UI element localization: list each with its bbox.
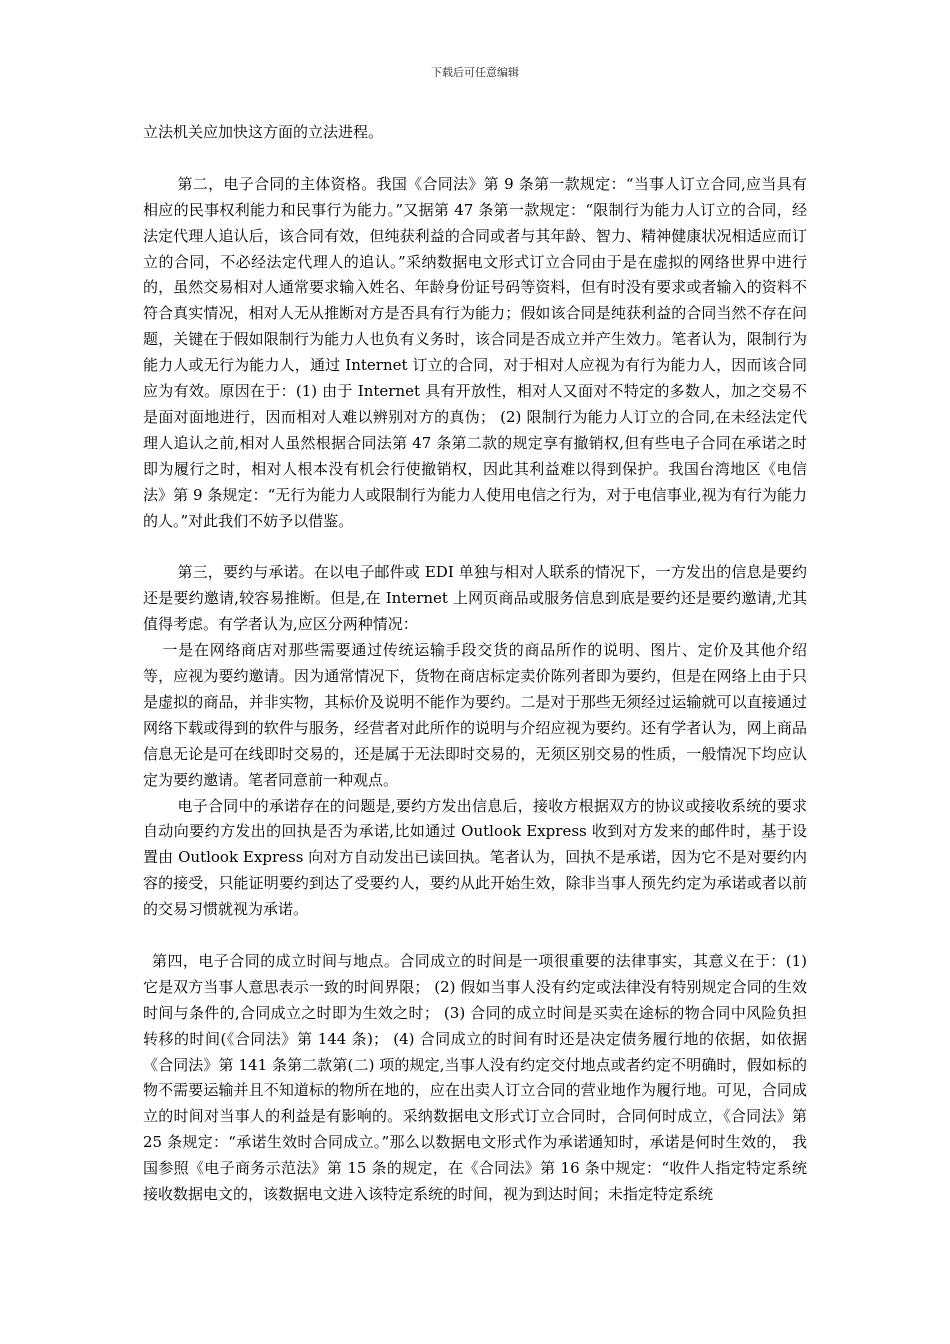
paragraph-subject-qualification: 第二，电子合同的主体资格。我国《合同法》第 9 条第一款规定：“当事人订立合同,应当具有相应的民事权利能力和民事行为能力。”又据第 47 条第一款规定：“限制行为能力人订立的合同，经法定代理人追认后，该合同有效，但纯获利益的合同或者与其年龄、智力、精神健康状况相适应而订立的合同，不必经法定代理人的追认。”采纳数据电文形式订立合同由于是在虚拟的网络世界中进行的，虽然交易相对人通常要求输入姓名、年龄身份证号码等资料，但有时没有要求或者输入的资料不符合真实情况，相对人无从推断对方是否具有行为能力；假如该合同是纯获利益的合同当然不存在问题，关键在于假如限制行为能力人也负有义务时，该合同是否成立并产生效力。笔者认为，限制行为能力人或无行为能力人，通过 Internet 订立的合同，对于相对人应视为有行为能力人，因而该合同应为有效。原因在于：(1) 由于 Internet 具有开放性，相对人又面对不特定的多数人，加之交易不是面对面地进行，因而相对人难以辨别对方的真伪； (2) 限制行为能力人订立的合同,在未经法定代理人追认之前,相对人虽然根据合同法第 47 条第二款的规定享有撤销权,但有些电子合同在承诺之时即为履行之时，相对人根本没有机会行使撤销权，因此其利益难以得到保护。我国台湾地区《电信法》第 9 条规定：“无行为能力人或限制行为能力人使用电信之行为，对于电信事业,视为有行为能力的人。”对此我们不妨予以借鉴。 — [143, 174, 807, 530]
paragraph-offer-situations: 一是在网络商店对那些需要通过传统运输手段交货的商品所作的说明、图片、定价及其他介绍等，应视为要约邀请。因为通常情况下，货物在商店标定卖价陈列者即为要约，但是在网络上由于只是虚拟的商品，并非实物，其标价及说明不能作为要约。二是对于那些无须经过运输就可以直接通过网络下载或得到的软件与服务，经营者对此所作的说明与介绍应视为要约。还有学者认为，网上商品信息无论是可在线即时交易的，还是属于无法即时交易的，无须区别交易的性质，一般情况下均应认定为要约邀请。笔者同意前一种观点。 — [143, 641, 807, 789]
paragraph-formation-time: 第四，电子合同的成立时间与地点。合同成立的时间是一项很重要的法律事实，其意义在于：(1) 它是双方当事人意思表示一致的时间界限； (2) 假如当事人没有约定或法律没有特别规定合同的生效时间与条件的,合同成立之时即为生效之时； (3) 合同的成立时间是买卖在途标的物合同中风险负担转移的时间(《合同法》第 144 条)； (4) 合同成立的时间有时还是决定债务履行地的依据，如依据《合同法》第 141 条第二款第(二) 项的规定,当事人没有约定交付地点或者约定不明确时，假如标的物不需要运输并且不知道标的物所在地的，应在出卖人订立合同的营业地作为履行地。可见，合同成立的时间对当事人的利益是有影响的。采纳数据电文形式订立合同时，合同何时成立，《合同法》第 25 条规定：“承诺生效时合同成立。”那么以数据电文形式作为承诺通知时，承诺是何时生效的， 我国参照《电子商务示范法》第 15 条的规定，在《合同法》第 16 条中规定：“收件人指定特定系统接收数据电文的，该数据电文进入该特定系统的时间，视为到达时间；未指定特定系统 — [143, 951, 807, 1204]
page-header: 下载后可任意编辑 — [431, 66, 519, 79]
paragraph-gap — [143, 923, 807, 949]
paragraph-offer-acceptance: 第三，要约与承诺。在以电子邮件或 EDI 单独与相对人联系的情况下，一方发出的信息是要约还是要约邀请,较容易推断。但是,在 Internet 上网页商品或服务信息到底是要约还是要约邀请,尤其值得考虑。有学者认为,应区分两种情况： — [143, 563, 807, 634]
paragraph-gap — [143, 146, 807, 172]
paragraph-acceptance-issue: 电子合同中的承诺存在的问题是,要约方发出信息后，接收方根据双方的协议或接收系统的要求自动向要约方发出的回执是否为承诺,比如通过 Outlook Express 收到对方发来的邮件时，基于设置由 Outlook Express 向对方自动发出已读回执。笔者认为，回执不是承诺，因为它不是对要约内容的接受，只能证明要约到达了受要约人，要约从此开始生效，除非当事人预先约定为承诺或者以前的交易习惯就视为承诺。 — [143, 796, 807, 919]
paragraph-gap — [143, 534, 807, 560]
paragraph-intro-continuation: 立法机关应加快这方面的立法进程。 — [143, 123, 384, 141]
document-body — [143, 120, 807, 1208]
